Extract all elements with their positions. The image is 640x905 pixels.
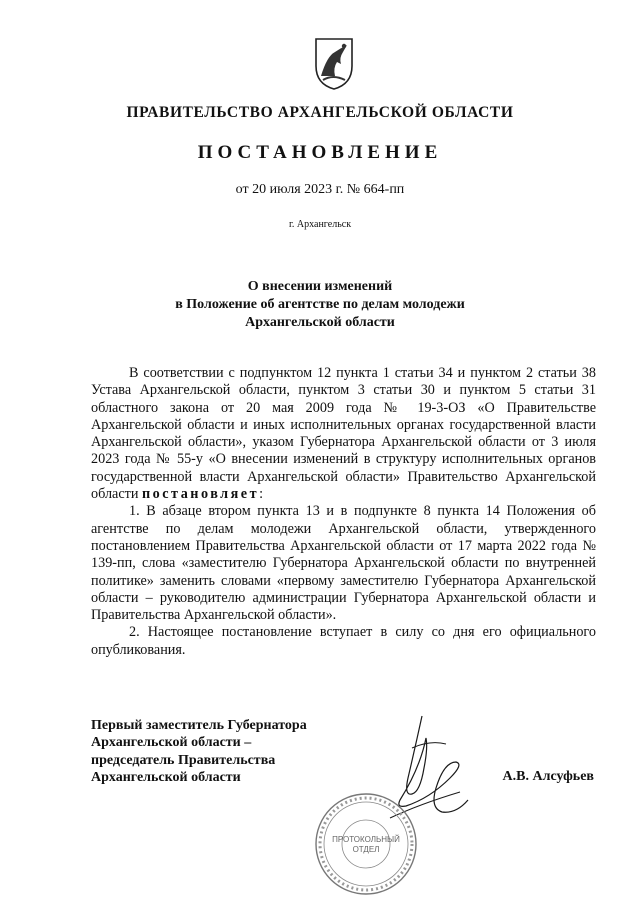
stamp-text: ПРОТОКОЛЬНЫЙ xyxy=(332,835,400,844)
official-stamp xyxy=(312,790,420,898)
coat-of-arms-emblem xyxy=(313,36,355,91)
signatory-name: А.В. Алсуфьев xyxy=(502,769,594,784)
position-line: председатель Правительства xyxy=(91,752,276,768)
position-line: Архангельской области xyxy=(91,769,241,785)
document-body xyxy=(91,365,596,659)
preamble-paragraph: В соответствии с подпунктом 12 пункта 1 статьи 34 и пунктом 2 статьи 38 Устава Архангельской области, пунктом 3 статьи 30 и пунктом 5 статьи 31 областного закона от 20 мая 2009 года № 19-3-ОЗ «О Правительстве Архангельской области и иных исполнительных органах государственной власти Архангельской области», указом Губернатора Архангельской области от 3 июля 2023 года № 55-у «О внесении изменений в структуру исполнительных органов государственной власти Архангельской области» Правительство Архангельской области постановляет: xyxy=(91,365,596,503)
document-city: г. Архангельск xyxy=(288,219,352,230)
item-paragraph: 2. Настоящее постановление вступает в силу со дня его официального опубликования. xyxy=(91,624,596,658)
position-line: Архангельской области – xyxy=(91,735,252,751)
document-subject xyxy=(80,278,560,332)
stamp-text: ОТДЕЛ xyxy=(352,845,380,854)
subject-line: О внесении изменений xyxy=(247,279,393,294)
preamble-text: В соответствии с подпунктом 12 пункта 1 статьи 34 и пунктом 2 статьи 38 Устава Архангельской области, пунктом 3 статьи 30 и пунктом 5 статьи 31 областного закона от 20 мая 2009 года № 19-3-ОЗ «О Правительстве Архангельской области и иных исполнительных органах государственной власти Архангельской области», указом Губернатора Архангельской области от 3 июля 2023 года № 55-у «О внесении изменений в структуру исполнительных органов государственной власти Архангельской области» Правительство Архангельской области xyxy=(91,365,596,503)
government-title: ПРАВИТЕЛЬСТВО АРХАНГЕЛЬСКОЙ ОБЛАСТИ xyxy=(126,104,514,121)
document-date: от 20 июля 2023 г. № 664-пп xyxy=(235,182,405,197)
item-paragraph: 1. В абзаце втором пункта 13 и в подпункте 8 пункта 14 Положения об агентстве по делам молодежи Архангельской области, утвержденного постановлением Правительства Архангельской области от 17 марта 2022 года № 139-пп, слова «заместителю Губернатора Архангельской области по внутренней политике» заменить словами «первому заместителю Губернатора Архангельской области – руководителю администрации Губернатора Архангельской области и Правительства Архангельской области». xyxy=(91,503,596,624)
position-line: Первый заместитель Губернатора xyxy=(91,718,307,733)
subject-line: в Положение об агентстве по делам молодежи xyxy=(175,297,465,312)
signatory-position xyxy=(91,717,307,786)
decree-word: постановляет xyxy=(141,486,260,503)
subject-line: Архангельской области xyxy=(245,315,395,330)
document-type: ПОСТАНОВЛЕНИЕ xyxy=(197,142,443,163)
